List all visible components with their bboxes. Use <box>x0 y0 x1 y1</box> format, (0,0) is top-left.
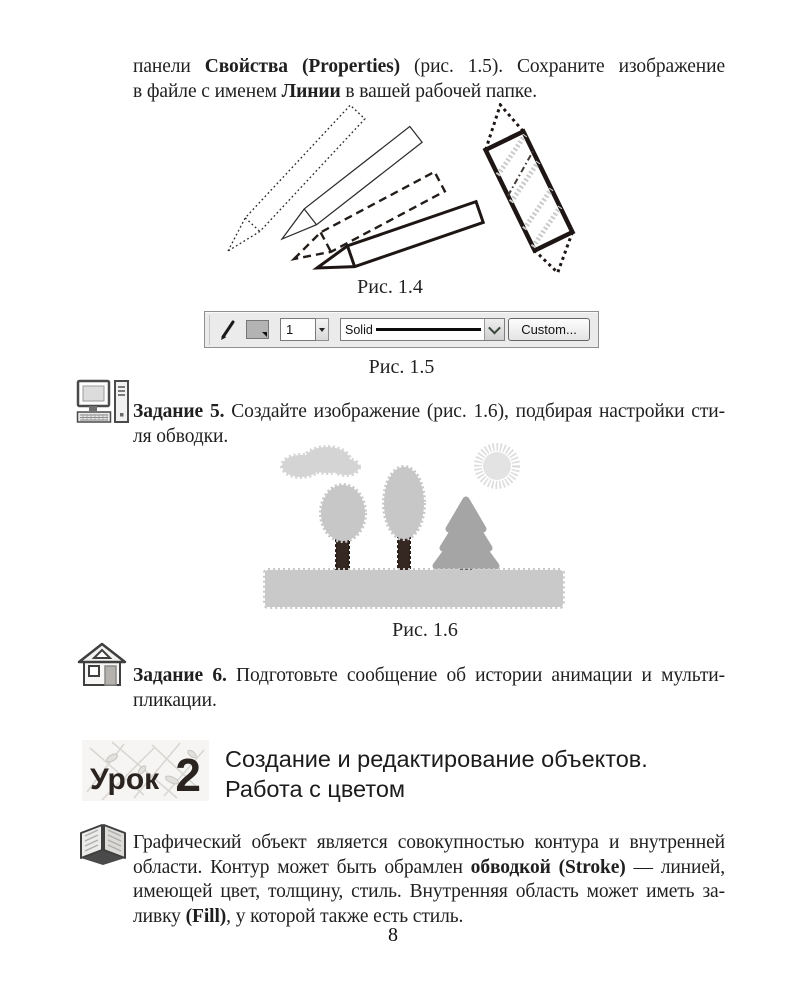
paragraph-line <box>133 831 725 856</box>
text-segment: Подготовьте сообщение об истории анимации и мульти- <box>226 665 725 686</box>
figure-1-5-caption: Рис. 1.5 <box>368 356 435 378</box>
text-segment: Создайте изображение (рис. 1.6), подбирая настройки сти- <box>224 401 725 422</box>
stroke-color-swatch[interactable] <box>246 320 269 339</box>
text-segment: в вашей рабочей папке. <box>340 80 538 102</box>
task-label: Задание 6. <box>133 665 227 686</box>
paragraph-line <box>133 856 725 881</box>
text-segment: (рис. 1.5). Сохраните изображение <box>400 56 725 77</box>
landscape-drawing <box>250 440 600 640</box>
pencil-tool-icon[interactable] <box>217 318 237 342</box>
intro-paragraph <box>133 55 725 104</box>
text-segment: в файле с именем <box>133 80 282 102</box>
lesson-number-badge <box>82 740 209 801</box>
thick-solid-pencil <box>313 202 483 277</box>
round-tree-left <box>321 485 365 581</box>
figure-1-4-caption: Рис. 1.4 <box>357 276 423 298</box>
stroke-style-select[interactable] <box>340 318 505 341</box>
paragraph-line <box>133 55 725 80</box>
figure-1-4 <box>180 103 600 277</box>
ground-strip <box>265 570 563 607</box>
toolbar-separator <box>209 315 210 345</box>
candy-drawing <box>471 103 586 277</box>
task6-paragraph <box>133 664 725 713</box>
sun-shape <box>478 447 516 485</box>
pine-tree <box>436 500 496 573</box>
round-tree-right <box>384 467 424 577</box>
triangle-down-icon <box>319 328 325 332</box>
text-segment: пликации. <box>133 689 217 711</box>
pencils-drawing <box>180 103 600 277</box>
chevron-down-icon <box>488 322 501 335</box>
computer-icon <box>76 379 130 431</box>
bold-term: (Fill) <box>185 905 227 927</box>
lesson-number: 2 <box>175 749 201 801</box>
solid-line-preview <box>376 328 481 331</box>
figure-1-6 <box>250 440 600 640</box>
stroke-properties-toolbar <box>204 311 599 348</box>
page-number: 8 <box>388 924 398 946</box>
stroke-height-input[interactable] <box>280 318 316 341</box>
stroke-style-value: Solid <box>345 322 373 337</box>
figure-1-6-caption: Рис. 1.6 <box>392 619 458 641</box>
lesson-title-line: Создание и редактирование объектов. <box>225 746 648 772</box>
text-segment: области. Контур может быть обрамлен <box>133 856 471 878</box>
reading-paragraph <box>133 831 725 929</box>
bold-term: обводкой (Stroke) <box>470 856 626 878</box>
paragraph-line <box>133 880 725 905</box>
stroke-height-dropdown-button[interactable] <box>316 318 329 341</box>
cloud-shape <box>282 447 359 477</box>
stroke-height-control <box>280 318 329 341</box>
text-segment: панели <box>133 56 205 77</box>
swatch-dropdown-arrow-icon <box>262 332 267 337</box>
text-segment: ливку <box>133 905 186 927</box>
text-segment: Графический объект является совокупностью контура и внутренней <box>133 832 725 853</box>
candy-body <box>486 131 573 250</box>
combo-dropdown-button[interactable] <box>484 319 504 340</box>
text-segment: , у которой также есть стиль. <box>226 905 464 927</box>
task-label: Задание 5. <box>133 401 225 422</box>
bold-term: Линии <box>281 80 341 102</box>
lesson-title-line: Работа с цветом <box>225 776 406 802</box>
text-segment: ля обводки. <box>133 425 229 447</box>
lesson-title <box>225 744 725 804</box>
text-segment: — линией, <box>625 856 726 878</box>
custom-stroke-button[interactable]: Custom... <box>508 318 590 341</box>
open-book-icon <box>77 819 129 871</box>
bold-term: Свойства (Properties) <box>204 56 401 77</box>
lesson-label: Урок <box>90 763 160 796</box>
paragraph-line <box>133 664 725 689</box>
paragraph-line <box>133 80 725 105</box>
paragraph-line <box>133 400 725 425</box>
house-icon <box>77 641 127 693</box>
text-segment: имеющей цвет, толщину, стиль. Внутренняя область может иметь за- <box>133 881 725 903</box>
paragraph-line <box>133 689 725 714</box>
